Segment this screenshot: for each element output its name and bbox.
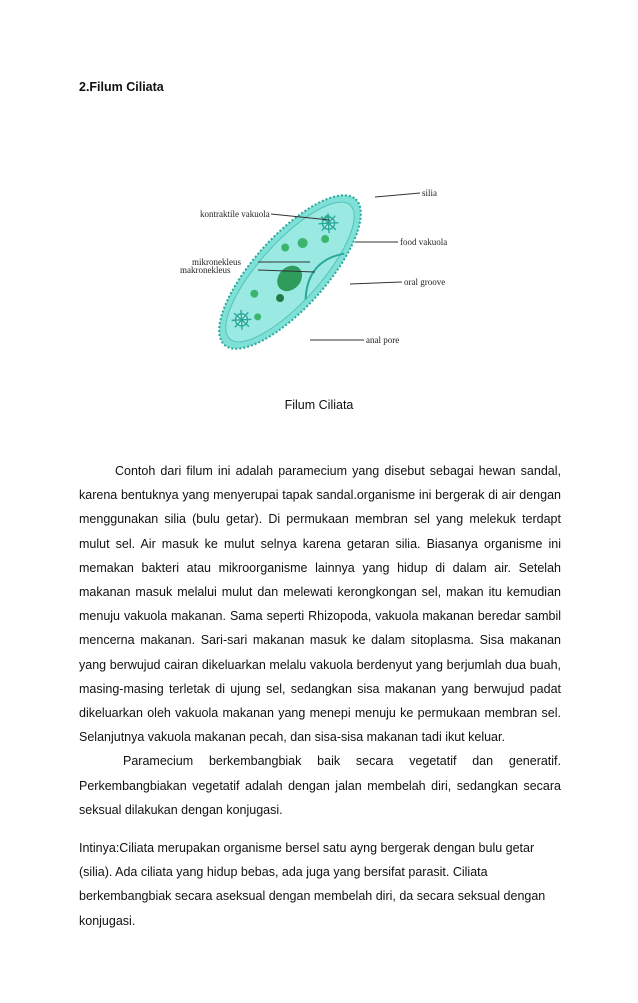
paragraph-paramecium-description: Contoh dari filum ini adalah paramecium yang disebut sebagai hewan sandal, karena bentuknya yang menyerupai tapak sandal.organisme ini bergerak di air dengan menggunakan silia (bulu getar). Di permukaan membran sel yang melekuk terdapt mulut sel. Air masuk ke mulut selnya karena getaran silia. Biasanya organisme ini memakan bakteri atau mikroorganisme lainnya yang hidup di dalam air. Setelah makanan masuk melalui mulut dan melewati kerongkongan sel, makan itu kemudian menuju vakuola makanan. Sama seperti Rhizopoda, vakuola makanan beredar sambil mencerna makanan. Sari-sari makanan masuk ke dalam sitoplasma. Sisa makanan yang berwujud cairan dikeluarkan melalu vakuola berdenyut yang berjumlah dua buah, masing-masing terletak di ujung sel, sedangkan sisa makanan yang berwujud padat dikeluarkan oleh vakuola makanan yang menepi menuju ke permukaan membran sel. Selanjutnya vakuola makanan pecah, dan sisa-sisa makanan tadi ikut keluar.	[79, 464, 561, 745]
leader-oral	[350, 282, 402, 284]
summary-paragraph	[79, 836, 561, 933]
section-heading: 2.Filum Ciliata	[79, 80, 164, 94]
label-food: food vakuola	[400, 237, 448, 247]
label-makro: makronekleus	[180, 265, 231, 275]
label-mikro: mikronekleus	[192, 257, 241, 267]
label-anal: anal pore	[366, 335, 400, 345]
main-paragraph	[79, 459, 561, 822]
label-silia: silia	[422, 188, 437, 198]
paramecium-diagram	[170, 180, 470, 365]
leader-silia	[375, 193, 420, 197]
figure-caption: Filum Ciliata	[284, 398, 354, 412]
label-kontraktile: kontraktile vakuola	[200, 209, 270, 219]
paragraph-reproduction: Paramecium berkembangbiak baik secara vegetatif dan generatif. Perkembangbiakan vegetatif adalah dengan jalan membelah diri, sedangkan secara seksual dilakukan dengan konjugasi.	[79, 754, 561, 817]
label-oral: oral groove	[404, 277, 446, 287]
paragraph-summary: Intinya:Ciliata merupakan organisme bersel satu ayng bergerak dengan bulu getar (silia). Ada ciliata yang hidup bebas, ada juga yang bersifat parasit. Ciliata berkembangbiak secara aseksual dengan membelah diri, da secara seksual dengan konjugasi.	[79, 841, 546, 928]
